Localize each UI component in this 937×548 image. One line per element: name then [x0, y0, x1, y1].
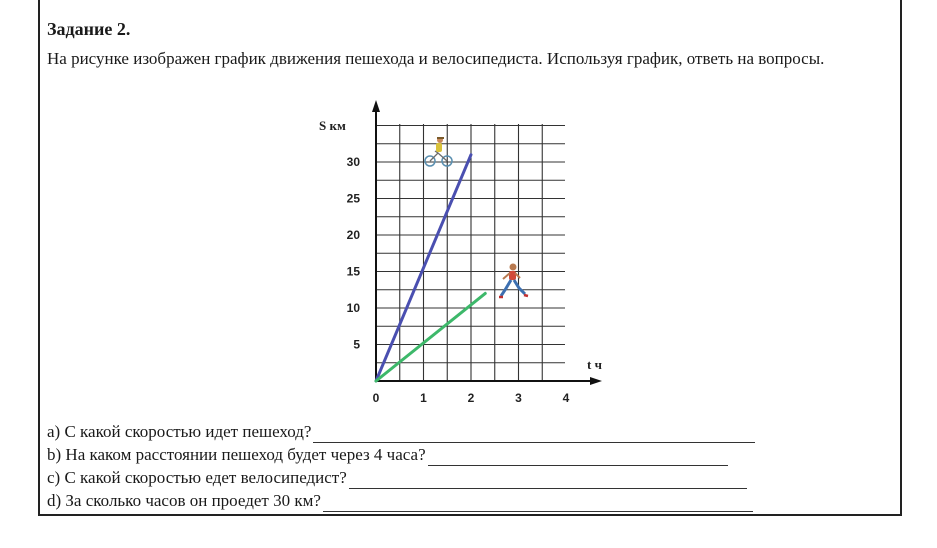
answer-line-a[interactable]: [313, 424, 755, 443]
task-intro: На рисунке изображен график движения пешехода и велосипедиста. Используя график, ответь на вопросы.: [47, 49, 825, 68]
series-line-pedestrian: [376, 293, 485, 381]
y-axis-label: S км: [319, 118, 346, 133]
question-d-text: d) За сколько часов он проедет 30 км?: [47, 491, 321, 510]
question-c-text: с) С какой скоростью едет велосипедист?: [47, 468, 347, 487]
y-tick-label: 10: [346, 301, 360, 315]
y-tick-label: 20: [346, 228, 360, 242]
answer-line-b[interactable]: [428, 447, 728, 466]
chart-axes: [372, 100, 602, 385]
x-tick-label: 1: [420, 391, 427, 405]
x-tick-label: 4: [562, 391, 570, 405]
x-axis-arrow: [590, 377, 602, 385]
questions-list: [47, 420, 755, 512]
task-title: Задание 2.: [47, 19, 131, 39]
y-tick-label: 5: [353, 337, 360, 352]
chart-grid: [376, 124, 565, 381]
question-a-text: а) С какой скоростью идет пешеход?: [47, 422, 312, 441]
y-tick-label: 15: [346, 264, 360, 279]
chart-series: [376, 155, 485, 381]
x-axis-label: t ч: [587, 357, 602, 372]
answer-line-d[interactable]: [323, 493, 753, 512]
pedestrian-icon: [499, 264, 528, 298]
y-axis-arrow: [372, 100, 380, 112]
x-tick-label: 3: [515, 391, 522, 405]
question-b-text: b) На каком расстоянии пешеход будет через 4 часа?: [47, 445, 426, 464]
y-tick-label: 30: [346, 155, 360, 169]
question-c: [47, 466, 755, 489]
question-b: [47, 443, 755, 466]
answer-line-c[interactable]: [349, 470, 747, 489]
question-d: [47, 489, 755, 512]
y-tick-label: 25: [346, 191, 360, 206]
x-tick-label: 0: [372, 391, 380, 405]
x-tick-label: 2: [467, 391, 475, 405]
question-a: [47, 420, 755, 443]
